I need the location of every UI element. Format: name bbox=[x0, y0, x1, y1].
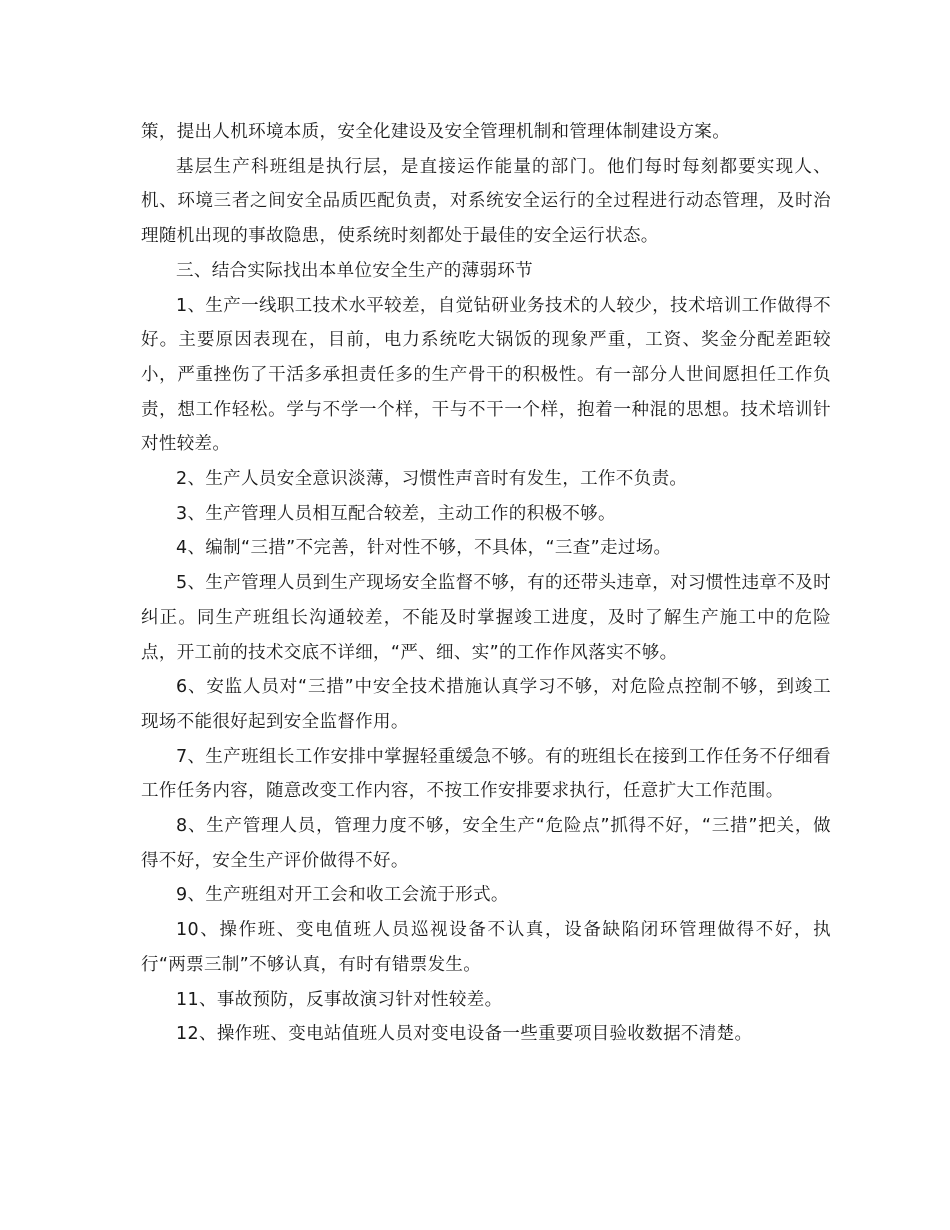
list-item-6: 6、安监人员对“三措”中安全技术措施认真学习不够，对危险点控制不够，到竣工现场不能很好起到安全监督作用。 bbox=[141, 677, 831, 732]
list-item-4: 4、编制“三措”不完善，针对性不够，不具体，“三查”走过场。 bbox=[176, 538, 672, 559]
list-item-2: 2、生产人员安全意识淡薄，习惯性声音时有发生，工作不负责。 bbox=[176, 469, 688, 490]
list-item-11: 11、事故预防，反事故演习针对性较差。 bbox=[176, 989, 503, 1010]
list-item-9: 9、生产班组对开工会和收工会流于形式。 bbox=[176, 885, 509, 906]
list-item-5: 5、生产管理人员到生产现场安全监督不够，有的还带头违章，对习惯性违章不及时纠正。同生产班组长沟通较差，不能及时掌握竣工进度，及时了解生产施工中的危险点，开工前的技术交底不详细，“严、细、实”的工作作风落实不够。 bbox=[141, 573, 831, 663]
paragraph-continuation: 策，提出人机环境本质，安全化建设及安全管理机制和管理体制建设方案。 bbox=[141, 122, 731, 142]
section-heading: 三、结合实际找出本单位安全生产的薄弱环节 bbox=[176, 260, 533, 281]
list-item-8: 8、生产管理人员，管理力度不够，安全生产“危险点”抓得不好，“三措”把关，做得不好，安全生产评价做得不好。 bbox=[141, 816, 831, 871]
list-item-10: 10、操作班、变电值班人员巡视设备不认真，设备缺陷闭环管理做得不好，执行“两票三制”不够认真，有时有错票发生。 bbox=[141, 920, 831, 975]
list-item-3: 3、生产管理人员相互配合较差，主动工作的积极不够。 bbox=[176, 503, 616, 524]
paragraph-grassroots: 基层生产科班组是执行层，是直接运作能量的部门。他们每时每刻都要实现人、机、环境三者之间安全品质匹配负责，对系统安全运行的全过程进行动态管理，及时治理随机出现的事故隐患，使系统时刻都处于最佳的安全运行状态。 bbox=[141, 156, 831, 247]
list-item-12: 12、操作班、变电站值班人员对变电设备一些重要项目验收数据不清楚。 bbox=[176, 1024, 753, 1045]
list-item-7: 7、生产班组长工作安排中掌握轻重缓急不够。有的班组长在接到工作任务不仔细看工作任务内容，随意改变工作内容，不按工作安排要求执行，任意扩大工作范围。 bbox=[141, 746, 831, 802]
document-body bbox=[141, 115, 831, 1052]
list-item-1: 1、生产一线职工技术水平较差，自觉钻研业务技术的人较少，技术培训工作做得不好。主要原因表现在，目前，电力系统吃大锅饭的现象严重，工资、奖金分配差距较小，严重挫伤了干活多承担责任多的生产骨干的积极性。有一部分人世间愿担任工作负责，想工作轻松。学与不学一个样，干与不干一个样，抱着一种混的思想。技术培训针对性较差。 bbox=[141, 295, 831, 455]
